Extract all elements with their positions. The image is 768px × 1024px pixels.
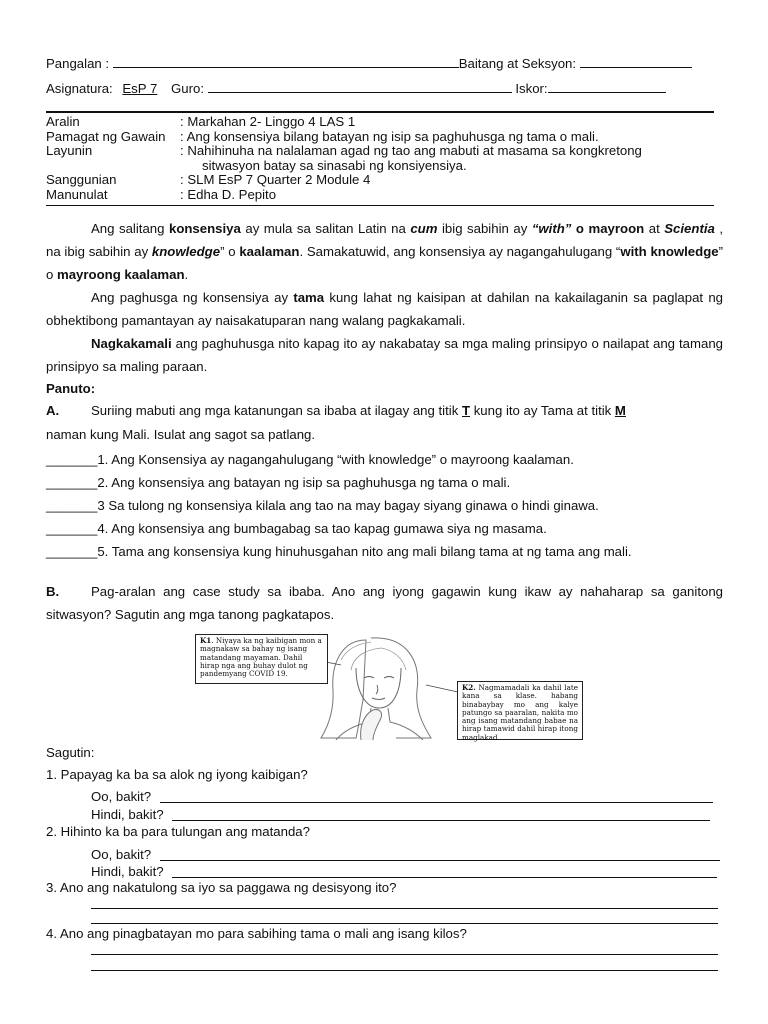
grade-field[interactable] xyxy=(580,56,692,68)
question-1: 1. Papayag ka ba sa alok ng iyong kaibigan? xyxy=(46,767,308,782)
grade-label: Baitang at Seksyon: xyxy=(458,56,577,71)
info-row: Aralin : Markahan 2- Linggo 4 LAS 1 xyxy=(46,114,356,129)
q1-no-answer-line[interactable] xyxy=(172,820,710,821)
question-3: 3. Ano ang nakatulong sa iyo sa paggawa ng desisyong ito? xyxy=(46,880,397,895)
q4-answer-line[interactable] xyxy=(91,954,718,955)
list-item: _______1. Ang Konsensiya ay nagangahulugang “with knowledge” o mayroong kaalaman. xyxy=(46,452,574,467)
q2-no-answer-line[interactable] xyxy=(172,877,717,878)
header-divider xyxy=(46,111,714,113)
answer-blank[interactable]: _______ xyxy=(46,498,98,513)
question-4: 4. Ano ang pinagbatayan mo para sabihing tama o mali ang isang kilos? xyxy=(46,926,467,941)
info-table xyxy=(46,115,642,202)
speech-box-k2: K2. Nagmamadali ka dahil late kana sa klase. habang binabaybay mo ang kalye patungo sa paaralan, nakita mo ang isang matandang babae na hirap tamawid dahil hirap itong maglakad. xyxy=(457,681,583,740)
panuto-label: Panuto: xyxy=(46,381,96,396)
tf-list xyxy=(46,448,632,563)
score-field[interactable] xyxy=(548,81,666,93)
q2-yes-answer-line[interactable] xyxy=(160,860,720,861)
info-divider xyxy=(46,205,714,206)
intro-paragraph-3: Nagkakamali ang paghuhusga nito kapag ito ay nakabatay sa mga maling prinsipyo o nailapat ang tamang prinsipyo sa maling paraan. xyxy=(46,336,723,374)
list-item: _______5. Tama ang konsensiya kung hinuhusgahan nito ang mali bilang tama at ng tama ang mali. xyxy=(46,544,632,559)
teacher-field[interactable] xyxy=(208,81,512,93)
part-a-instruction: Suriing mabuti ang mga katanungan sa ibaba at ilagay ang titik T kung ito ay Tama at titik M xyxy=(91,403,626,418)
name-field[interactable] xyxy=(113,56,459,68)
info-row: Sanggunian : SLM EsP 7 Quarter 2 Module 4 xyxy=(46,172,371,187)
subject-value: EsP 7 xyxy=(122,81,158,96)
q1-yes-answer-line[interactable] xyxy=(160,802,713,803)
answer-blank[interactable]: _______ xyxy=(46,452,98,467)
q1-no-label: Hindi, bakit? xyxy=(91,807,164,822)
name-row xyxy=(46,56,692,71)
list-item: _______4. Ang konsensiya ang bumbagabag sa tao kapag gumawa siya ng masama. xyxy=(46,521,547,536)
info-row: Layunin : Nahihinuha na nalalaman agad ng tao ang mabuti at masama sa kongkretong xyxy=(46,143,642,158)
q1-yes-label: Oo, bakit? xyxy=(91,789,152,804)
name-label: Pangalan : xyxy=(46,56,110,71)
part-a-instruction-2: naman kung Mali. Isulat ang sagot sa patlang. xyxy=(46,427,316,442)
intro-paragraph-1: Ang salitang konsensiya ay mula sa salitan Latin na cum ibig sabihin ay “with” o mayroon at Scientia , na ibig sabihin ay knowledge” o kaalaman. Samakatuwid, ang konsensiya ay nagangahulugang “with knowledge” o mayroong kaalaman. xyxy=(46,221,724,282)
answer-blank[interactable]: _______ xyxy=(46,475,98,490)
subject-row xyxy=(46,81,666,96)
info-row: Pamagat ng Gawain : Ang konsensiya bilang batayan ng isip sa paghuhusga ng tama o mali. xyxy=(46,128,599,144)
score-label: Iskor: xyxy=(515,81,548,96)
q2-yes-label: Oo, bakit? xyxy=(91,847,152,862)
q3-answer-line[interactable] xyxy=(91,923,718,924)
q2-no-label: Hindi, bakit? xyxy=(91,864,164,879)
info-row: sitwasyon batay sa sinasabi ng konsiyensiya. xyxy=(202,157,467,173)
q3-answer-line[interactable] xyxy=(91,908,718,909)
part-b-letter: B. xyxy=(46,584,60,599)
part-a-letter: A. xyxy=(46,403,60,418)
teacher-label: Guro: xyxy=(171,81,204,96)
speech-box-k1: K1. Niyaya ka ng kaibigan mon a magnakaw sa bahay ng isang matandang mayaman. Dahil hirap nga ang buhay dulot ng pandemyang COVID 19. xyxy=(195,634,328,684)
list-item: _______2. Ang konsensiya ang batayan ng isip sa paghuhusga ng tama o mali. xyxy=(46,475,511,490)
case-study-illustration xyxy=(181,630,588,740)
list-item: _______3 Sa tulong ng konsensiya kilala ang tao na may bagay siyang ginawa o hindi ginawa. xyxy=(46,498,599,513)
part-b-instruction: Pag-aralan ang case study sa ibaba. Ano ang iyong gagawin kung ikaw ay nahaharap sa ganitong sitwasyon? Sagutin ang mga tanong pagkatapos. xyxy=(46,584,723,622)
q4-answer-line[interactable] xyxy=(91,970,718,971)
info-row: Manunulat : Edha D. Pepito xyxy=(46,186,277,202)
sagutin-label: Sagutin: xyxy=(46,745,95,760)
answer-blank[interactable]: _______ xyxy=(46,544,98,559)
subject-label: Asignatura: xyxy=(46,81,113,96)
answer-blank[interactable]: _______ xyxy=(46,521,98,536)
intro-paragraph-2: Ang paghusga ng konsensiya ay tama kung lahat ng kaisipan at dahilan na kakailaganin sa paglapat ng obhektibong pamantayan ay naisakatuparan nang walang pagkakamali. xyxy=(46,290,723,328)
question-2: 2. Hihinto ka ba para tulungan ang matanda? xyxy=(46,824,310,839)
